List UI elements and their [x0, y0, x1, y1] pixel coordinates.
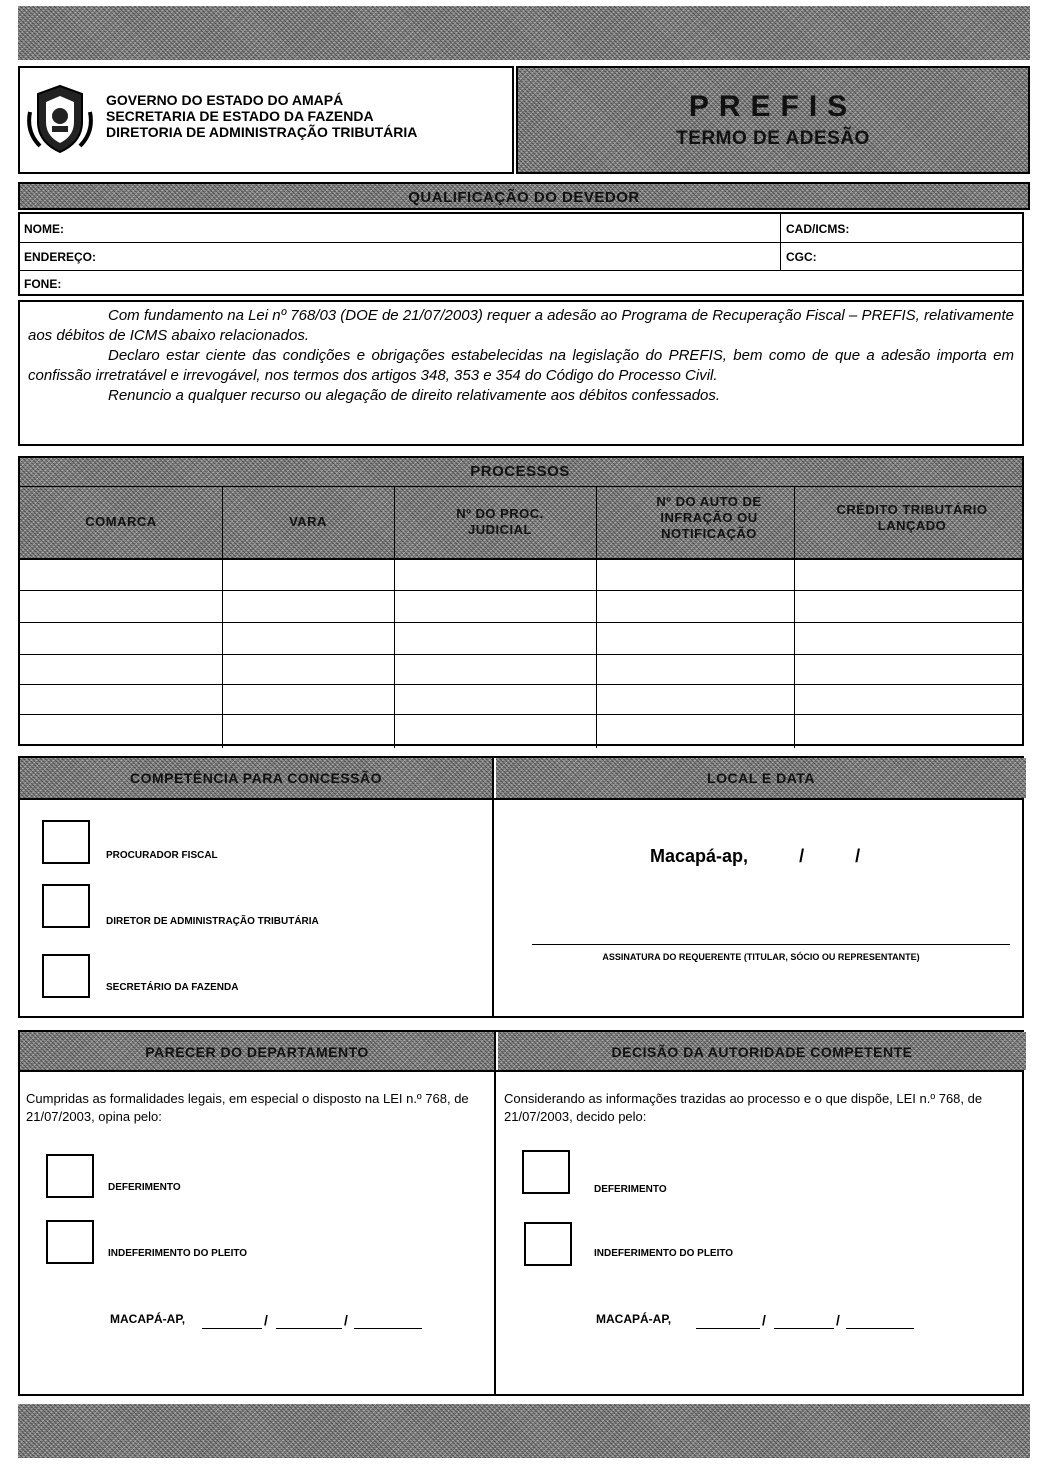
decision-indeferimento-label: INDEFERIMENTO DO PLEITO: [594, 1248, 734, 1259]
decision-place-text: MACAPÁ-AP,: [596, 1312, 672, 1326]
opinion-date-field[interactable]: [202, 1308, 422, 1330]
procurador-fiscal-label: PROCURADOR FISCAL: [106, 850, 218, 861]
date-field[interactable]: [760, 842, 900, 868]
opinion-intro: Cumpridas as formalidades legais, em especial o disposto na LEI n.º 768, de 21/07/2003, opina pelo:: [26, 1091, 469, 1124]
declaration-paragraph-3: Renuncio a qualquer recurso ou alegação de direito relativamente aos débitos confessados.: [108, 387, 721, 404]
qualification-fields: [18, 212, 1024, 296]
opinion-deferimento-label: DEFERIMENTO: [108, 1182, 181, 1193]
opinion-indeferimento-label: INDEFERIMENTO DO PLEITO: [108, 1248, 248, 1259]
endereco-field[interactable]: [110, 244, 774, 268]
org-line-1: GOVERNO DO ESTADO DO AMAPÁ: [106, 92, 344, 108]
place-text: Macapá-ap,: [650, 846, 749, 866]
opinion-decision-box: PARECER DO DEPARTAMENTO DECISÃO DA AUTORIDADE COMPETENTE Cumpridas as formalidades legais, em especial o disposto na LEI n.º 768, de 21/07/2003, opina pelo: DEFERIMENTO INDEFERIMENTO DO PLEITO MACAPÁ-AP, / / Considerando as informações trazidas ao processo e o que dispõe, LEI n.º 768, de 21/07/2003, decido pelo: DEFERIMENTO INDEFERIMENTO DO PLEITO MACAPÁ-AP, / /: [18, 1030, 1024, 1396]
org-header-box: [18, 66, 514, 174]
org-lines: [106, 92, 506, 140]
signature-caption: ASSINATURA DO REQUERENTE (TITULAR, SÓCIO OU REPRESENTANTE): [602, 952, 920, 962]
table-row[interactable]: [20, 560, 1022, 590]
table-row[interactable]: [20, 655, 1022, 684]
org-line-2: SECRETARIA DE ESTADO DA FAZENDA: [106, 108, 374, 124]
secretario-fazenda-label: SECRETÁRIO DA FAZENDA: [106, 982, 239, 993]
bottom-shade-band: [18, 1404, 1030, 1458]
org-line-3: DIRETORIA DE ADMINISTRAÇÃO TRIBUTÁRIA: [106, 124, 418, 140]
opinion-place-text: MACAPÁ-AP,: [110, 1312, 186, 1326]
declaration-paragraph-1: Com fundamento na Lei nº 768/03 (DOE de 21/07/2003) requer a adesão ao Programa de Recuperação Fiscal – PREFIS, relativamente aos débitos de ICMS abaixo relacionados.: [28, 307, 1014, 344]
competence-place-box: [18, 756, 1024, 1018]
competence-title: COMPETÊNCIA PARA CONCESSÃO: [129, 770, 383, 786]
qualification-header: [18, 182, 1030, 210]
col-comarca: COMARCA: [85, 514, 157, 529]
cgc-label: CGC:: [786, 250, 817, 264]
opinion-deferimento-checkbox[interactable]: [46, 1154, 94, 1198]
opinion-place-date: [110, 1312, 185, 1326]
diretor-administracao-checkbox[interactable]: [42, 884, 90, 928]
signature-field[interactable]: [532, 908, 1010, 944]
decision-title: DECISÃO DA AUTORIDADE COMPETENTE: [611, 1044, 913, 1060]
declaration-paragraph-2: Declaro estar ciente das condições e obrigações estabelecidas na legislação do PREFIS, bem como de que a adesão importa em confissão irretratável e irrevogável, nos termos dos artigos 348, 353 e 354 do Código do Processo Civil.: [28, 347, 1014, 384]
decision-place-date: [596, 1312, 671, 1326]
table-row[interactable]: [20, 591, 1022, 622]
processes-title: PROCESSOS: [470, 463, 570, 480]
coat-of-arms-icon: [24, 82, 96, 156]
qualification-title: QUALIFICAÇÃO DO DEVEDOR: [408, 189, 640, 206]
col-credito: CRÉDITO TRIBUTÁRIO LANÇADO: [836, 502, 988, 533]
title-box: [516, 66, 1030, 174]
decision-deferimento-checkbox[interactable]: [522, 1150, 570, 1194]
date-slash-1: /: [799, 846, 805, 866]
declaration-box: [18, 300, 1024, 446]
table-row[interactable]: [20, 715, 1022, 746]
cad-icms-label: CAD/ICMS:: [786, 222, 850, 236]
form-title: PREFIS: [688, 90, 858, 123]
decision-deferimento-label: DEFERIMENTO: [594, 1184, 667, 1195]
signature-line: [532, 944, 1010, 945]
col-proc-judicial: Nº DO PROC. JUDICIAL: [456, 506, 544, 537]
place-date-title: LOCAL E DATA: [707, 770, 815, 786]
diretor-administracao-label: DIRETOR DE ADMINISTRAÇÃO TRIBUTÁRIA: [106, 916, 319, 927]
col-vara: VARA: [289, 514, 327, 529]
table-row[interactable]: [20, 685, 1022, 714]
decision-date-field[interactable]: [696, 1308, 916, 1330]
decision-indeferimento-checkbox[interactable]: [524, 1222, 572, 1266]
decision-intro: Considerando as informações trazidas ao processo e o que dispõe, LEI n.º 768, de 21/07/2003, decido pelo:: [504, 1091, 983, 1124]
cgc-field[interactable]: [830, 244, 1020, 268]
secretario-fazenda-checkbox[interactable]: [42, 954, 90, 998]
fone-field[interactable]: [74, 272, 474, 294]
procurador-fiscal-checkbox[interactable]: [42, 820, 90, 864]
col-auto-infracao: Nº DO AUTO DE INFRAÇÃO OU NOTIFICAÇÃO: [656, 494, 762, 541]
nome-label: NOME:: [24, 222, 64, 236]
table-row[interactable]: [20, 623, 1022, 654]
fone-label: FONE:: [24, 277, 62, 291]
endereco-label: ENDEREÇO:: [24, 250, 97, 264]
processes-table: [18, 456, 1024, 746]
form-subtitle: TERMO DE ADESÃO: [676, 128, 870, 149]
date-slash-2: /: [855, 846, 861, 866]
opinion-indeferimento-checkbox[interactable]: [46, 1220, 94, 1264]
opinion-title: PARECER DO DEPARTAMENTO: [145, 1044, 369, 1060]
cad-icms-field[interactable]: [860, 216, 1020, 240]
top-shade-band: [18, 6, 1030, 60]
nome-field[interactable]: [74, 216, 774, 240]
